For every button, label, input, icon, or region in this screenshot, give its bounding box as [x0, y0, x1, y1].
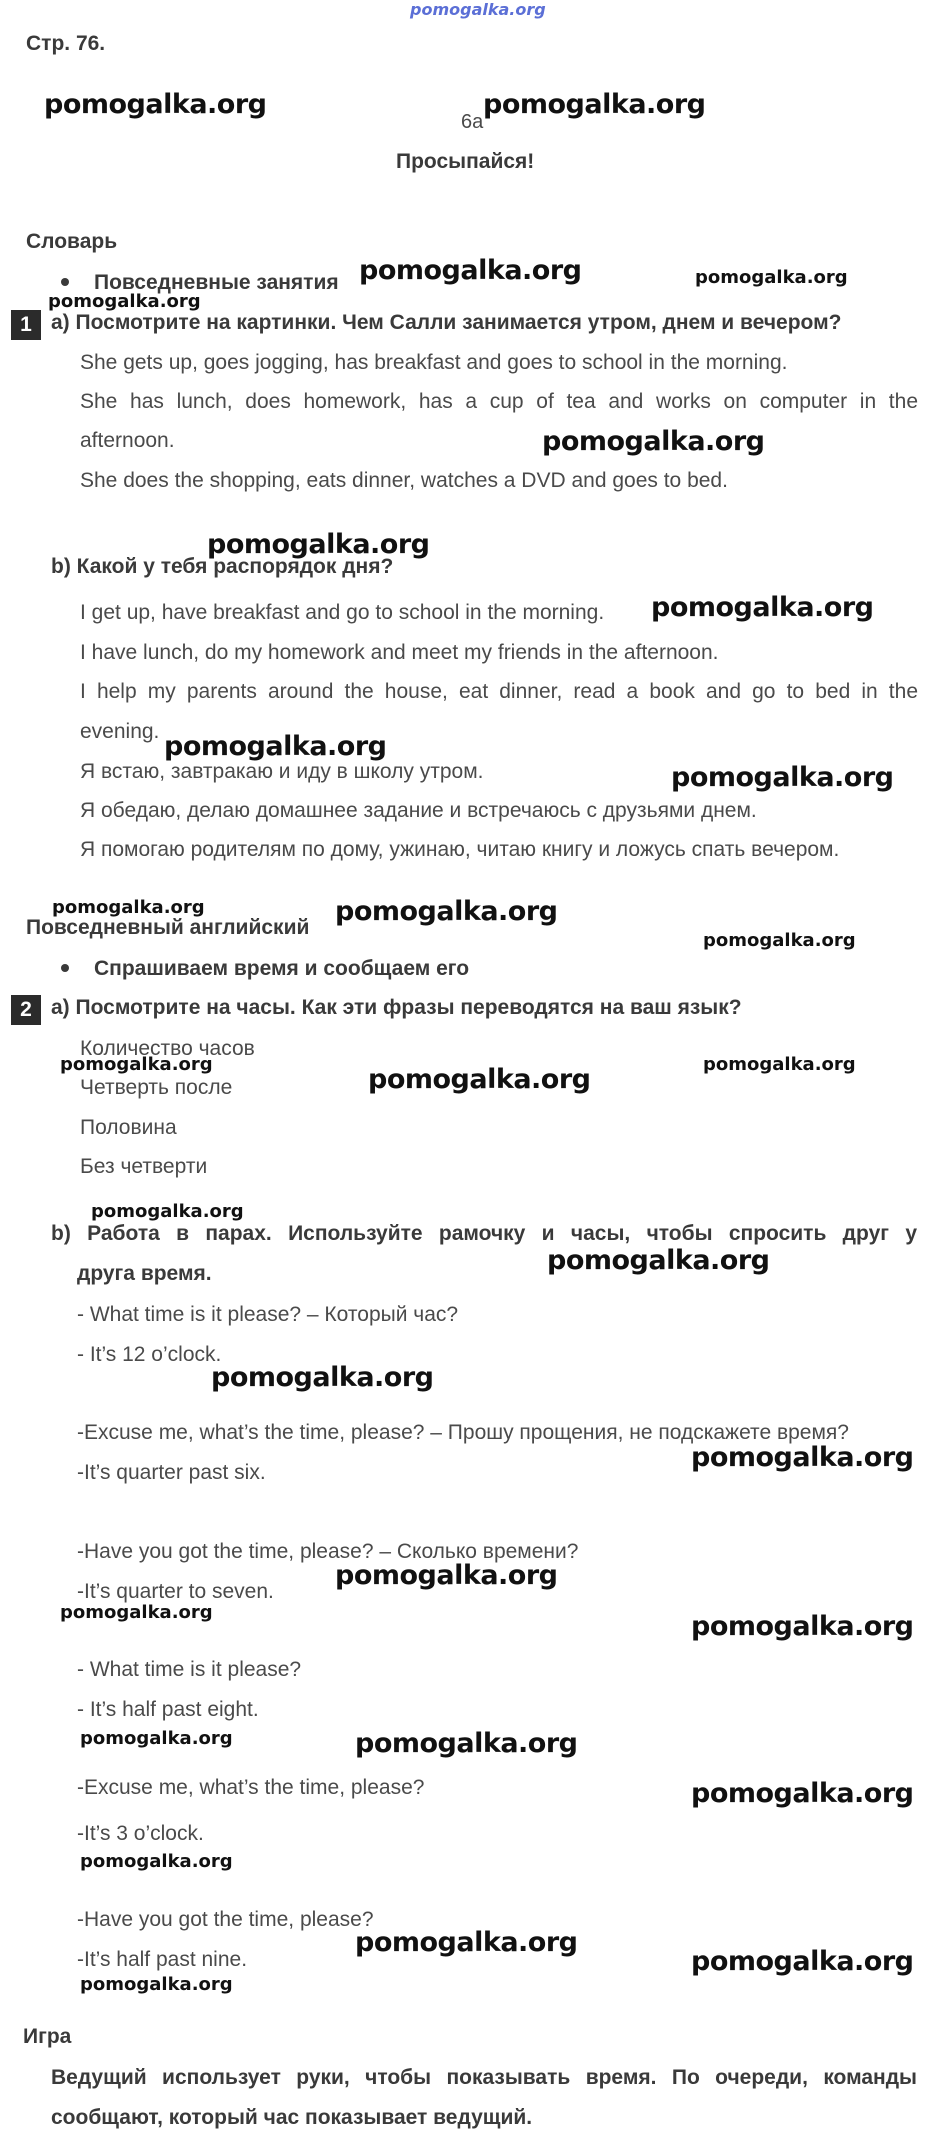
- watermark: pomogalka.org: [52, 897, 205, 918]
- dialogue-line: -Excuse me, what’s the time, please?: [77, 1776, 425, 1799]
- dialogue-line: -It’s half past nine.: [77, 1948, 248, 1971]
- ex1-a-question: a) Посмотрите на картинки. Чем Салли занимается утром, днем и вечером?: [51, 311, 842, 334]
- ex2-b-question-cont: друга время.: [77, 1262, 212, 1285]
- ex2-b-question: b) Работа в парах. Используйте рамочку и часы, чтобы спросить друг у: [51, 1222, 917, 1245]
- watermark: pomogalka.org: [703, 1054, 856, 1075]
- watermark: pomogalka.org: [80, 1974, 233, 1995]
- ex1-b-answer: I get up, have breakfast and go to school in the morning.: [80, 601, 605, 624]
- ex1-b-answer: I have lunch, do my homework and meet my friends in the afternoon.: [80, 641, 719, 664]
- watermark: pomogalka.org: [80, 1851, 233, 1872]
- watermark: pomogalka.org: [368, 1064, 591, 1095]
- exercise-number-2: 2: [11, 995, 41, 1025]
- top-watermark: pomogalka.org: [410, 0, 546, 19]
- ex1-a-answer: She has lunch, does homework, has a cup of tea and works on computer in the: [80, 390, 918, 413]
- dialogue-line: -Have you got the time, please?: [77, 1908, 374, 1931]
- dialogue-line: -It’s quarter past six.: [77, 1461, 266, 1484]
- watermark: pomogalka.org: [691, 1946, 914, 1977]
- unit-label: 6a: [461, 111, 484, 133]
- watermark: pomogalka.org: [335, 1560, 558, 1591]
- ex1-b-question: b) Какой у тебя распорядок дня?: [51, 555, 394, 578]
- watermark: pomogalka.org: [207, 529, 430, 560]
- ex2-a-answer: Без четверти: [80, 1155, 208, 1178]
- ex2-a-answer: Четверть после: [80, 1076, 233, 1099]
- bullet-icon: [61, 964, 69, 972]
- watermark: pomogalka.org: [651, 592, 874, 623]
- vocabulary-bullet: Повседневные занятия: [94, 271, 339, 294]
- ex1-b-answer: Я обедаю, делаю домашнее задание и встречаюсь с друзьями днем.: [80, 799, 757, 822]
- watermark: pomogalka.org: [691, 1442, 914, 1473]
- watermark: pomogalka.org: [691, 1778, 914, 1809]
- ex2-a-answer: Половина: [80, 1116, 177, 1139]
- ex2-a-answer: Количество часов: [80, 1037, 255, 1060]
- watermark: pomogalka.org: [80, 1728, 233, 1749]
- watermark: pomogalka.org: [48, 291, 201, 312]
- watermark: pomogalka.org: [60, 1602, 213, 1623]
- watermark: pomogalka.org: [355, 1927, 578, 1958]
- watermark: pomogalka.org: [91, 1201, 244, 1222]
- watermark: pomogalka.org: [211, 1362, 434, 1393]
- bullet-icon: [61, 278, 69, 286]
- ex1-b-answer: Я встаю, завтракаю и иду в школу утром.: [80, 760, 484, 783]
- page-title: Просыпайся!: [396, 150, 535, 173]
- watermark: pomogalka.org: [671, 762, 894, 793]
- ex1-b-answer: I help my parents around the house, eat dinner, read a book and go to bed in the: [80, 680, 918, 703]
- dialogue-line: - It’s half past eight.: [77, 1698, 259, 1721]
- exercise-number-1: 1: [11, 310, 41, 340]
- watermark: pomogalka.org: [355, 1728, 578, 1759]
- page-label: Стр. 76.: [26, 32, 106, 55]
- watermark: pomogalka.org: [359, 255, 582, 286]
- dialogue-line: - What time is it please?: [77, 1658, 302, 1681]
- game-text: Ведущий использует руки, чтобы показывать время. По очереди, команды: [51, 2066, 917, 2089]
- game-text-cont: сообщают, который час показывает ведущий.: [51, 2106, 533, 2129]
- dialogue-line: - What time is it please? – Который час?: [77, 1303, 459, 1326]
- watermark: pomogalka.org: [691, 1611, 914, 1642]
- dialogue-line: -Have you got the time, please? – Сколько времени?: [77, 1540, 579, 1563]
- ex1-b-answer: Я помогаю родителям по дому, ужинаю, читаю книгу и ложусь спать вечером.: [80, 838, 840, 861]
- watermark: pomogalka.org: [542, 426, 765, 457]
- watermark: pomogalka.org: [335, 896, 558, 927]
- dialogue-line: -It’s 3 o’clock.: [77, 1822, 204, 1845]
- dialogue-line: -Excuse me, what’s the time, please? – Прошу прощения, не подскажете время?: [77, 1421, 849, 1444]
- ex1-a-answer: afternoon.: [80, 429, 175, 452]
- watermark: pomogalka.org: [44, 89, 267, 120]
- watermark: pomogalka.org: [483, 89, 706, 120]
- game-heading: Игра: [23, 2025, 72, 2048]
- watermark: pomogalka.org: [164, 731, 387, 762]
- watermark: pomogalka.org: [60, 1054, 213, 1075]
- ex2-a-question: a) Посмотрите на часы. Как эти фразы переводятся на ваш язык?: [51, 996, 742, 1019]
- watermark: pomogalka.org: [703, 930, 856, 951]
- dialogue-line: - It’s 12 o’clock.: [77, 1343, 222, 1366]
- watermark: pomogalka.org: [695, 267, 848, 288]
- everyday-bullet: Спрашиваем время и сообщаем его: [94, 957, 470, 980]
- ex1-a-answer: She does the shopping, eats dinner, watches a DVD and goes to bed.: [80, 469, 728, 492]
- watermark: pomogalka.org: [547, 1245, 770, 1276]
- ex1-b-answer: evening.: [80, 720, 160, 743]
- dialogue-line: -It’s quarter to seven.: [77, 1580, 274, 1603]
- vocabulary-heading: Словарь: [26, 230, 118, 253]
- ex1-a-answer: She gets up, goes jogging, has breakfast and goes to school in the morning.: [80, 351, 788, 374]
- everyday-heading: Повседневный английский: [26, 916, 310, 939]
